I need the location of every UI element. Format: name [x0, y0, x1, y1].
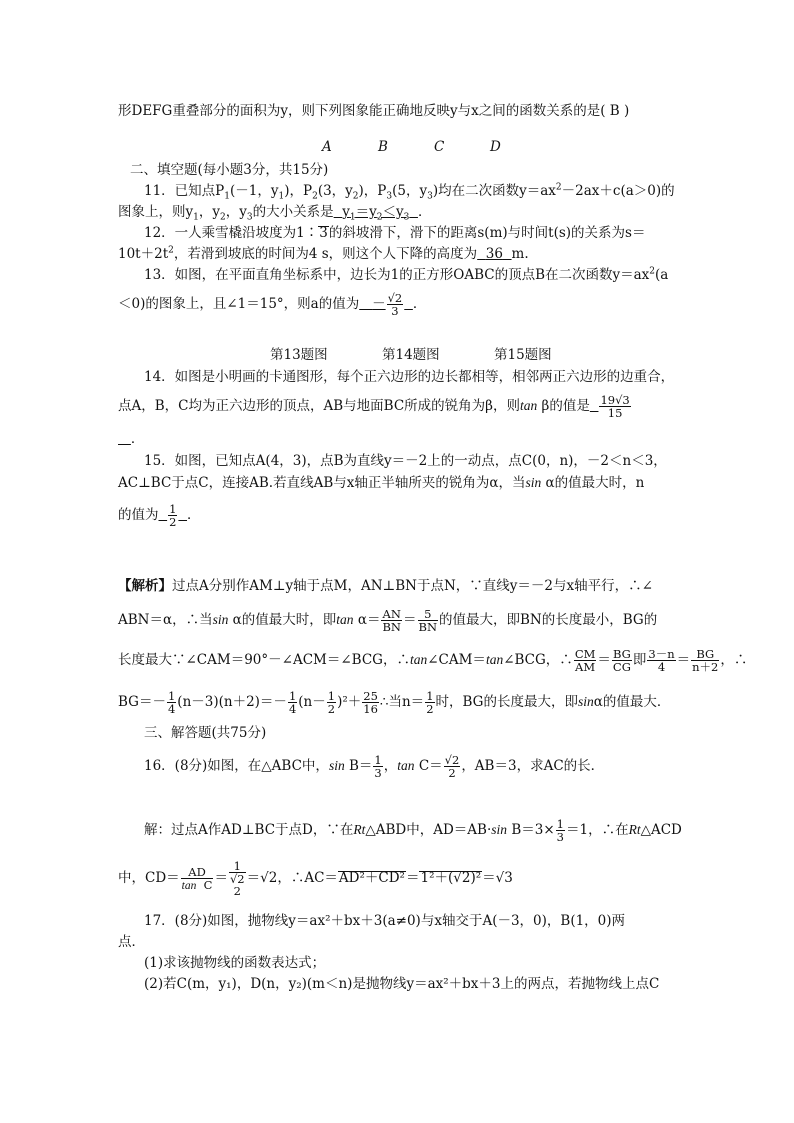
question-16: 16．(8分)如图，在△ABC中，sin B＝ $\frac{1}{3}$ ，tan C＝ $\frac{√2}{2}$ ，AB＝3，求AC的长．: [144, 753, 605, 780]
question-15-line-1: 15．如图，已知点A(4，3)，点B为直线y＝－2上的一动点，点C(0，n)，－2＜n＜3，: [144, 453, 667, 469]
option-a: A: [322, 139, 332, 155]
caption-fig-13: 第13题图: [270, 347, 328, 363]
question-14-line-1: 14．如图是小明画的卡通图形，每个正六边形的边长都相等，相邻两正六边形的边重合，: [144, 369, 675, 385]
question-17-part-1: (1)求该抛物线的函数表达式；: [144, 955, 326, 971]
question-12-answer: 36: [485, 246, 503, 262]
analysis-tag: 【解析】: [118, 578, 172, 594]
figure-captions: [270, 346, 606, 364]
question-14-line-2: 点A，B，C均为正六边形的顶点，AB与地面BC所成的锐角为β，则tan β的值是 $\frac{19√3}{15}$: [118, 393, 630, 420]
question-12-line-1: 12．一人乘雪橇沿坡度为1∶3的斜坡滑下，滑下的距离s(m)与时间t(s)的关系为s＝: [144, 225, 646, 241]
question-13-line-1: 13．如图，在平面直角坐标系中，边长为1的正方形OABC的顶点B在二次函数$y=ax^2(a$: [144, 266, 669, 283]
question-17-line-1: 17．(8分)如图，抛物线y＝ax²＋bx＋3(a≠0)与x轴交于A(－3，0)，B(1，0)两: [144, 913, 626, 929]
caption-fig-14: 第14题图: [382, 347, 440, 363]
solution-16-line-2: 中，CD＝ $\frac{AD}{\text{tan C}}$ ＝ 1 √2 2 ＝√2，∴AC＝AD²＋CD²＝1²＋(√2)²＝√3: [118, 859, 513, 898]
question-14-line-3: ．: [130, 431, 145, 447]
question-13-line-2: ＜0)的图象上，且∠1＝15°，则a的值为 － $\frac{√2}{3}$ ．: [118, 291, 427, 318]
question-11-line-2: 图象上，则$y_1$，$y_2$，$y_3$的大小关系是 $y_1=y_2<y_3$ ．: [118, 204, 432, 223]
solution-16-line-1: 解：过点A作AD⊥BC于点D，∵在Rt△ABD中，AD＝AB·sin B＝3× $\frac{1}{3}$ ＝1，∴在Rt△ACD: [144, 817, 682, 844]
analysis-line-3: 长度最大∵∠CAM＝90°－∠ACM＝∠BCG，∴tan∠CAM＝tan∠BCG，∴ $\frac{CM}{AM}$ ＝ $\frac{BG}{CG}$ 即 $\frac{3-n}{4}$ ＝ $\frac{BG}{n+2}$ ，∴: [118, 647, 748, 674]
analysis-line-4: BG＝－ $\frac{1}{4}$ (n－3)(n＋2)＝－ $\frac{1}{4}$ (n－ $\frac{1}{2}$ )²＋ $\frac{25}{16}$ ∴当n＝ $\frac{1}{2}$ 时，BG的长度最大，即sinα的值最大．: [118, 689, 671, 716]
question-14-answer: $\frac{19√3}{15}$: [600, 393, 630, 420]
answer-options: [322, 138, 546, 156]
question-15-line-3: 的值为 $\frac{1}{2}$ ．: [118, 502, 201, 529]
question-11-line-1: 11．已知点$P_1(-1$，$y_1$)，$P_2(3$，$y_2$)，$P_3(5$，$y_3$)均在二次函数$y=ax^2-2ax+c(a>0)$的: [144, 182, 675, 202]
question-15-line-2: AC⊥BC于点C，连接AB.若直线AB与x轴正半轴所夹的锐角为α，当sin α的值最大时，n: [118, 475, 645, 491]
question-11-answer: $y_1=y_2<y_3$: [342, 204, 410, 223]
analysis-line-1: 【解析】过点A分别作AM⊥y轴于点M，AN⊥BN于点N，∵直线y＝－2与x轴平行，∴∠: [118, 578, 653, 594]
question-17-part-2: (2)若C(m，y₁)，D(n，y₂)(m＜n)是抛物线y＝ax²＋bx＋3上的两点，若抛物线上点C: [144, 976, 660, 992]
question-15-answer: $\frac{1}{2}$: [169, 502, 177, 529]
analysis-line-2: ABN＝α，∴当sin α的值最大时，即tan α＝ $\frac{AN}{BN}$ ＝ $\frac{5}{BN}$ 的值最大，即BN的长度最小，BG的: [118, 607, 658, 634]
question-10-tail: 形DEFG重叠部分的面积为y，则下列图象能正确地反映y与x之间的函数关系的是( B ): [118, 103, 630, 119]
section-2-heading: 二、填空题(每小题3分，共15分): [130, 162, 329, 178]
section-3-heading: 三、解答题(共75分): [144, 725, 267, 741]
question-17-line-2: 点．: [118, 934, 145, 950]
question-13-answer: － $\frac{√2}{3}$: [372, 291, 403, 318]
question-12-line-2: $10t+2t^2$，若滑到坡底的时间为4 s，则这个人下降的高度为 36 m.: [118, 245, 529, 262]
option-b: B: [378, 139, 388, 155]
option-d: D: [490, 139, 501, 155]
option-c: C: [434, 139, 445, 155]
caption-fig-15: 第15题图: [494, 347, 552, 363]
